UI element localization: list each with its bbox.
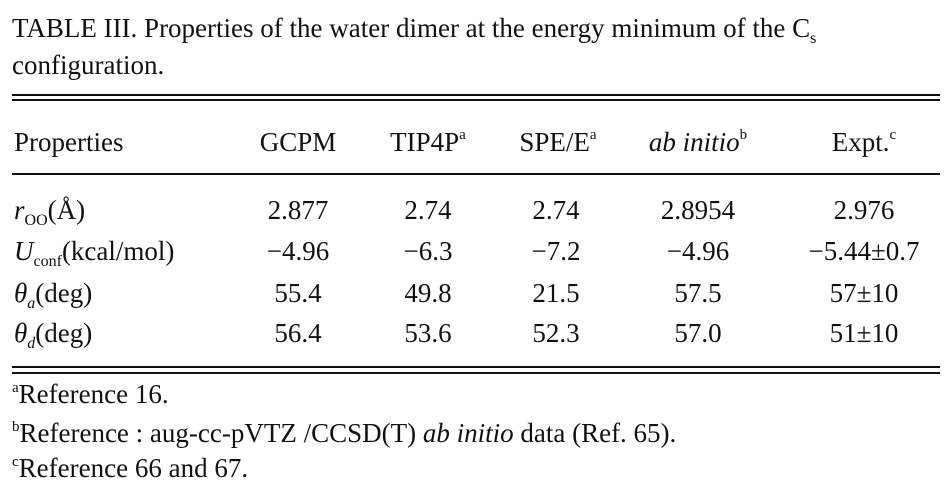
cell-expt: 2.976 [833,195,895,225]
row-label: $r_{OO}(Å)$ [14,195,86,229]
cell-spce: 21.5 [532,278,580,308]
cell-tip4p: 2.74 [404,195,452,225]
cell-expt: 51±10 [829,318,899,348]
row-label: $\theta_a(deg)$ [14,278,93,312]
caption-subscript: s [810,30,817,47]
cell-abinitio: 2.8954 [660,195,736,225]
caption-text: TABLE III. Properties of the water dimer at the energy minimum of the C [12,13,811,43]
cell-spce: 2.74 [532,195,580,225]
cell-gcpm: 56.4 [274,318,322,348]
bottom-rule-second [12,372,940,374]
footnote-b: $^b$Reference : aug-cc-pVTZ /CCSD(T) ab initio data (Ref. 65). [12,418,677,448]
header-spce: SPE/$E^a$ [519,127,597,157]
caption-text-continued: configuration. [12,50,165,80]
cell-tip4p: 53.6 [404,318,452,348]
header-tip4p: $TIP4P^a$ [390,127,466,157]
top-rule-second [12,99,940,101]
cell-tip4p: 49.8 [404,278,452,308]
row-label: $\theta_d(deg)$ [14,318,93,352]
footnote-a: $^a$Reference 16. [12,379,169,409]
table-caption [12,10,942,84]
cell-gcpm: 2.877 [267,195,329,225]
cell-gcpm: −4.96 [266,236,330,266]
top-rule [12,94,940,96]
cell-abinitio: −4.96 [666,236,730,266]
footnote-c: $^c$Reference 66 and 67. [12,453,249,483]
cell-spce: −7.2 [531,236,581,266]
cell-gcpm: 55.4 [274,278,322,308]
header-rule [12,173,940,175]
cell-expt: −5.44±0.7 [808,236,920,266]
header-properties: Properties [14,127,124,157]
cell-tip4p: −6.3 [403,236,453,266]
cell-abinitio: 57.0 [674,318,722,348]
cell-abinitio: 57.5 [674,278,722,308]
cell-expt: 57±10 [829,278,899,308]
bottom-rule [12,366,940,368]
row-label: $U_{conf}(kcal/mol)$ [14,236,175,270]
header-gcpm: GCPM [259,127,337,157]
header-expt: Expt.$^c$ [831,127,897,157]
cell-spce: 52.3 [532,318,580,348]
header-abinitio: ab initio$^b$ [648,127,748,157]
